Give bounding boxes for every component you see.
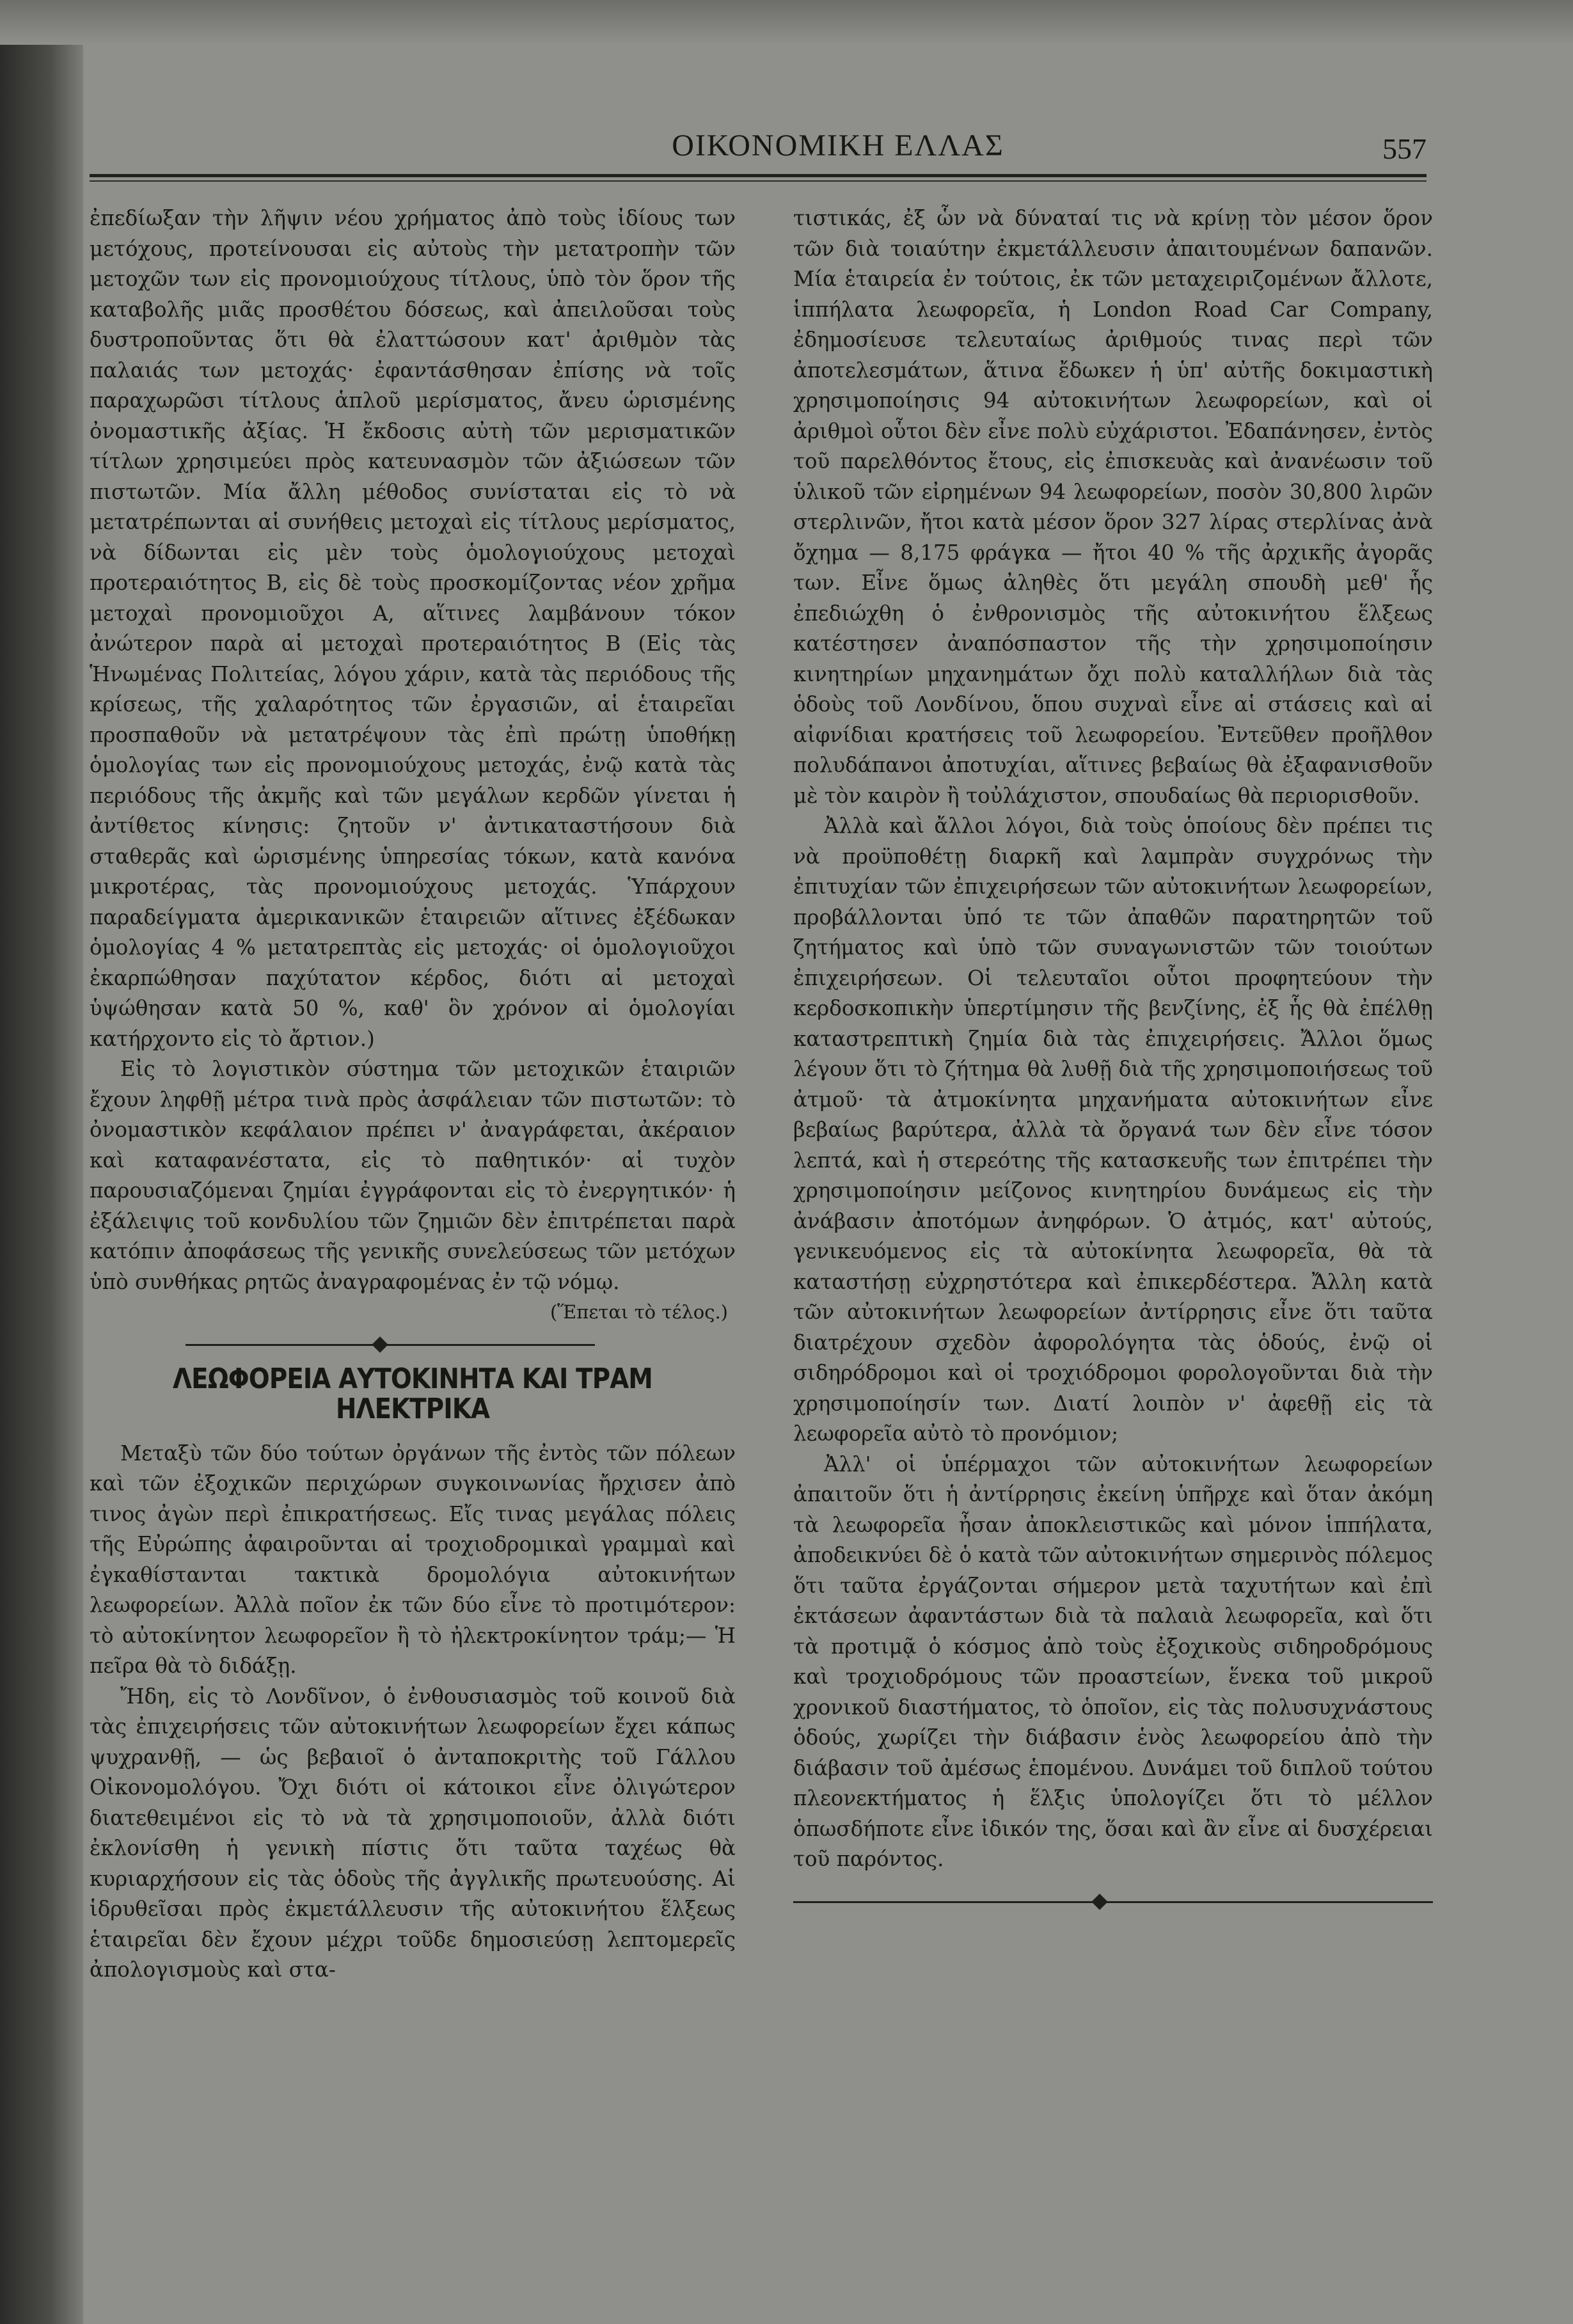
separator-diamond [1091,1893,1107,1909]
body-paragraph: τιστικάς, ἐξ ὧν νὰ δύναταί τις νὰ κρίνῃ τὸν μέσον ὅρον τῶν διὰ τοιαύτην ἐκμετάλλευσιν ἀπαιτουμένων δαπανῶν. Μία ἑταιρεία ἐν τούτοις, ἐκ τῶν μεταχειριζομένων ἄλλοτε, ἱππήλατα λεωφορεῖα, ἡ London Road Car Company, ἐδημοσίευσε τελευταίως ἀριθμούς τινας περὶ τῶν ἀποτελεσμάτων, ἅτινα ἔδωκεν ἡ ὑπ' αὐτῆς δοκιμαστικὴ χρησιμοποίησις 94 αὐτοκινήτων λεωφορείων, καὶ οἱ ἀριθμοὶ οὗτοι δὲν εἶνε πολὺ εὐχάριστοι. Ἐδαπάνησεν, ἐντὸς τοῦ παρελθόντος ἔτους, εἰς ἐπισκευὰς καὶ ἀνανέωσιν τοῦ ὑλικοῦ τῶν εἰρημένων 94 λεωφορείων, ποσὸν 30,800 λιρῶν στερλινῶν, ἤτοι κατὰ μέσον ὅρον 327 λίρας στερλίνας ἀνὰ ὄχημα — 8,175 φράγκα — ἤτοι 40 % τῆς ἀρχικῆς ἀγορᾶς των. Εἶνε ὅμως ἀληθὲς ὅτι μεγάλη σπουδὴ μεθ' ἧς ἐπεδιώχθη ὁ ἐνθρονισμὸς τῆς αὐτοκινήτου ἕλξεως κατέστησεν ἀναπόσπαστον τῆς τὴν χρησιμοποίησιν κινητηρίων μηχανημάτων ὄχι πολὺ καταλλήλων διὰ τὰς ὁδοὺς τοῦ Λονδίνου, ὅπου συχναὶ εἶνε αἱ στάσεις καὶ αἱ αἰφνίδιαι κρατήσεις τοῦ λεωφορείου. Ἐντεῦθεν προῆλθον πολυδάπανοι ἀποτυχίαι, αἵτινες βεβαίως θὰ ἐξαφανισθοῦν μὲ τὸν καιρὸν ἢ τοὐλάχιστον, σπουδαίως θὰ περιορισθοῦν. [793,206,1433,808]
right-column [793,203,1433,1913]
section-separator [90,1333,736,1356]
article-heading: ΛΕΩΦΟΡΕΙΑ ΑΥΤΟΚΙΝΗΤΑ ΚΑΙ ΤΡΑΜ ΗΛΕΚΤΡΙΚΑ [173,1362,652,1425]
page-number: 557 [1382,132,1427,165]
journal-title: ΟΙΚΟΝΟΜΙΚΗ ΕΛΛΑΣ [672,129,1004,162]
header-rule-thin [90,180,1427,182]
body-paragraph: Εἰς τὸ λογιστικὸν σύστημα τῶν μετοχικῶν ἑταιριῶν ἔχουν ληφθῇ μέτρα τινὰ πρὸς ἀσφάλειαν τῶν πιστωτῶν: τὸ ὀνομαστικὸν κεφάλαιον πρέπει ν' ἀναγράφεται, ἀκέραιον καὶ καταφανέστατα, εἰς τὸ παθητικόν· αἱ τυχὸν παρουσιαζόμεναι ζημίαι ἐγγράφονται εἰς τὸ ἐνεργητικόν· ἡ ἐξάλειψις τοῦ κονδυλίου τῶν ζημιῶν δὲν ἐπιτρέπεται παρὰ κατόπιν ἀποφάσεως τῆς γενικῆς συνελεύσεως τῶν μετόχων ὑπὸ συνθήκας ρητῶς ἀναγραφομένας ἐν τῷ νόμῳ. [90,1057,736,1294]
body-paragraph: Ἤδη, εἰς τὸ Λονδῖνον, ὁ ἐνθουσιασμὸς τοῦ κοινοῦ διὰ τὰς ἐπιχειρήσεις τῶν αὐτοκινήτων λεωφορείων ἔχει κάπως ψυχρανθῇ, — ὡς βεβαιοῖ ὁ ἀνταποκριτὴς τοῦ Γάλλου Οἰκονομολόγου. Ὄχι διότι οἱ κάτοικοι εἶνε ὀλιγώτερον διατεθειμένοι εἰς τὸ νὰ τὰ χρησιμοποιοῦν, ἀλλὰ διότι ἐκλονίσθη ἡ γενικὴ πίστις ὅτι ταῦτα ταχέως θὰ κυριαρχήσουν εἰς τὰς ὁδοὺς τῆς ἀγγλικῆς πρωτευούσης. Αἱ ἱδρυθεῖσαι πρὸς ἐκμετάλλευσιν τῆς αὐτοκινήτου ἕλξεως ἑταιρεῖαι δὲν ἔχουν μέχρι τοῦδε δημοσιεύσῃ λεπτομερεῖς ἀπολογισμοὺς καὶ στα- [90,1684,736,1982]
journal-page [90,38,1561,2316]
end-separator [793,1890,1433,1913]
body-paragraph: Ἀλλὰ καὶ ἄλλοι λόγοι, διὰ τοὺς ὁποίους δὲν πρέπει τις νὰ προϋποθέτῃ διαρκῆ καὶ λαμπρὰν συγχρόνως τὴν ἐπιτυχίαν τῶν ἐπιχειρήσεων τῶν αὐτοκινήτων λεωφορείων, προβάλλονται ὑπό τε τῶν ἀπαθῶν παρατηρητῶν τοῦ ζητήματος καὶ ὑπὸ τῶν συναγωνιστῶν τῶν τοιούτων ἐπιχειρήσεων. Οἱ τελευταῖοι οὗτοι προφητεύουν τὴν κερδοσκοπικὴν ὑπερτίμησιν τῆς βενζίνης, ἐξ ἧς θὰ ἐπέλθῃ καταστρεπτικὴ ζημία διὰ τὰς ἐπιχειρήσεις. Ἄλλοι ὅμως λέγουν ὅτι τὸ ζήτημα θὰ λυθῇ διὰ τῆς χρησιμοποιήσεως τοῦ ἀτμοῦ· τὰ ἀτμοκίνητα μηχανήματα αὐτοκινήτων εἶνε βεβαίως βαρύτερα, ἀλλὰ τὰ ὄργανά των δὲν εἶνε τόσον λεπτά, καὶ ἡ στερεότης τῆς κατασκευῆς των ἐπιτρέπει τὴν χρησιμοποίησιν μείζονος κινητηρίου δυνάμεως εἰς τὴν ἀνάβασιν ἀποτόμων ἀνηφόρων. Ὁ ἀτμός, κατ' αὐτούς, γενικευόμενος εἰς τὰ αὐτοκίνητα λεωφορεῖα, θὰ τὰ καταστήσῃ εὐχρηστότερα καὶ ἐπικερδέστερα. Ἄλλη κατὰ τῶν αὐτοκινήτων λεωφορείων ἀντίρρησις εἶνε ὅτι ταῦτα διατρέχουν σχεδὸν ἀφορολόγητα τὰς ὁδούς, ἐνῷ οἱ σιδηρόδρομοι καὶ οἱ τροχιόδρομοι φορολογοῦνται διὰ τὴν χρησιμοποίησίν των. Διατί λοιπὸν ν' ἀφεθῇ εἰς τὰ λεωφορεῖα αὐτὸ τὸ προνόμιον; [793,814,1433,1446]
left-column [90,203,736,1986]
continuation-note: (Ἕπεται τὸ τέλος.) [549,1301,728,1323]
separator-line [186,1344,595,1346]
body-paragraph: Ἀλλ' οἱ ὑπέρμαχοι τῶν αὐτοκινήτων λεωφορείων ἀπαιτοῦν ὅτι ἡ ἀντίρρησις ἐκείνη ὑπῆρχε καὶ ὅταν ἀκόμη τὰ λεωφορεῖα ἦσαν ἀποκλειστικῶς καὶ μόνον ἱππήλατα, ἀποδεικνύει δὲ ὁ κατὰ τῶν αὐτοκινήτων σημερινὸς πόλεμος ὅτι ταῦτα ἐργάζονται σήμερον μετὰ ταχυτήτων καὶ ἐπὶ ἐκτάσεων ἀφαντάστων διὰ τὰ παλαιὰ λεωφορεῖα, καὶ ὅτι τὰ προτιμᾷ ὁ κόσμος ἀπὸ τοὺς ἐξοχικοὺς σιδηροδρόμους καὶ τροχιοδρόμους τῶν προαστείων, ἕνεκα τοῦ μικροῦ χρονικοῦ διαστήματος, τὸ ὁποῖον, εἰς τὰς πολυσυχνάστους ὁδούς, χωρίζει τὴν διάβασιν ἑνὸς λεωφορείου ἀπὸ τὴν διάβασιν τοῦ ἀμέσως ἑπομένου. Δυνάμει τοῦ διπλοῦ τούτου πλεονεκτήματος ἡ ἕλξις ὑπολογίζει ὅτι τὸ μέλλον ὁπωσδήποτε εἶνε ἰδικόν της, ὅσαι καὶ ἂν εἶνε αἱ δυσχέρειαι τοῦ παρόντος. [793,1451,1433,1871]
separator-diamond [372,1336,388,1352]
header-rule [90,174,1427,177]
page-gutter-shadow [0,0,83,2324]
body-paragraph: ἐπεδίωξαν τὴν λῆψιν νέου χρήματος ἀπὸ τοὺς ἰδίους των μετόχους, προτείνουσαι εἰς αὐτοὺς τὴν μετατροπὴν τῶν μετοχῶν των εἰς προνομιούχους τίτλους, ὑπὸ τὸν ὅρον τῆς καταβολῆς μιᾶς προσθέτου δόσεως, καὶ ἀπειλοῦσαι τοὺς δυστροποῦντας ὅτι θὰ ἐλαττώσουν κατ' ἀριθμὸν τὰς παλαιάς των μετοχάς· ἐφαντάσθησαν ἐπίσης νὰ τοῖς παραχωρῶσι τίτλους ἁπλοῦ μερίσματος, ἄνευ ὡρισμένης ὀνομαστικῆς ἀξίας. Ἡ ἔκδοσις αὐτὴ τῶν μερισματικῶν τίτλων χρησιμεύει πρὸς κατευνασμὸν τῶν ἀξιώσεων τῶν πιστωτῶν. Μία ἄλλη μέθοδος συνίσταται εἰς τὸ νὰ μετατρέπωνται αἱ συνήθεις μετοχαὶ εἰς τίτλους μερίσματος, νὰ δίδωνται εἰς μὲν τοὺς ὁμολογιούχους μετοχαὶ προτεραιότητος Β, εἰς δὲ τοὺς προσκομίζοντας νέον χρῆμα μετοχαὶ προνομιοῦχοι Α, αἵτινες λαμβάνουν τόκον ἀνώτερον παρὰ αἱ μετοχαὶ προτεραιότητος Β (Εἰς τὰς Ἡνωμένας Πολιτείας, λόγου χάριν, κατὰ τὰς περιόδους τῆς κρίσεως, τῆς χαλαρότητος τῶν ἐργασιῶν, αἱ ἑταιρεῖαι προσπαθοῦν νὰ μετατρέψουν τὰς ἐπὶ πρώτῃ ὑποθήκῃ ὁμολογίας των εἰς προνομιούχους μετοχάς, ἐνῷ κατὰ τὰς περιόδους τῆς ἀκμῆς καὶ τῶν μεγάλων κερδῶν γίνεται ἡ ἀντίθετος κίνησις: ζητοῦν ν' ἀντικαταστήσουν διὰ σταθερᾶς καὶ ὡρισμένης ὑπηρεσίας τόκων, κατὰ κανόνα μικροτέρας, τὰς προνομιούχους μετοχάς. Ὑπάρχουν παραδείγματα ἀμερικανικῶν ἑταιρειῶν αἵτινες ἐξέδωκαν ὁμολογίας 4 % μετατρεπτὰς εἰς μετοχάς· οἱ ὁμολογιοῦχοι ἐκαρπώθησαν παχύτατον κέρδος, διότι αἱ μετοχαὶ ὑψώθησαν κατὰ 50 %, καθ' ὃν χρόνον αἱ ὁμολογίαι κατήρχοντο εἰς τὸ ἄρτιον.) [90,206,736,1051]
separator-line [793,1901,1433,1903]
body-paragraph: Μεταξὺ τῶν δύο τούτων ὀργάνων τῆς ἐντὸς τῶν πόλεων καὶ τῶν ἐξοχικῶν περιχώρων συγκοινωνίας ἤρχισεν ἀπὸ τινος ἀγὼν περὶ ἐπικρατήσεως. Εἴς τινας μεγάλας πόλεις τῆς Εὐρώπης ἀφαιροῦνται αἱ τροχιοδρομικαὶ γραμμαὶ καὶ ἐγκαθίστανται τακτικὰ δρομολόγια αὐτοκινήτων λεωφορείων. Ἀλλὰ ποῖον ἐκ τῶν δύο εἶνε τὸ προτιμότερον: τὸ αὐτοκίνητον λεωφορεῖον ἢ τὸ ἠλεκτροκίνητον τράμ;— Ἡ πεῖρα θὰ τὸ διδάξῃ. [90,1441,736,1678]
